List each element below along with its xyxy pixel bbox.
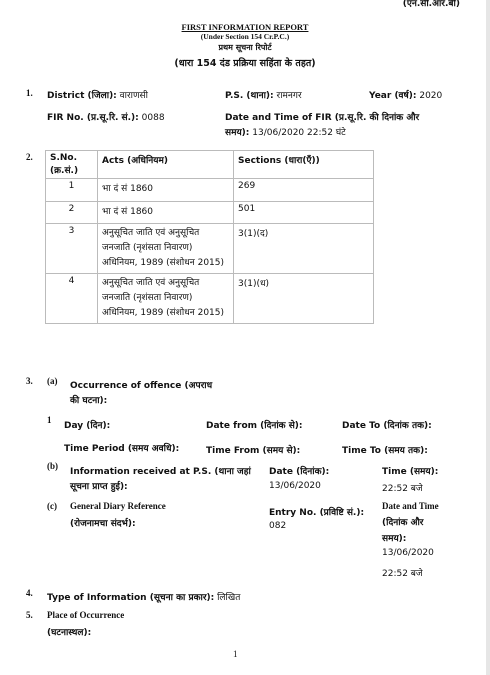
row-sno: 2 <box>46 202 98 224</box>
district-label: District (जिला): <box>47 91 117 101</box>
gd-date-value: 13/06/2020 <box>382 548 434 558</box>
row-sno: 3 <box>46 224 98 274</box>
page-number: 1 <box>233 649 238 659</box>
info-type-label: Type of Information (सूचना का प्रकार): <box>47 593 215 603</box>
report-title: FIRST INFORMATION REPORT <box>181 22 309 32</box>
section-2-number: 2. <box>26 152 33 162</box>
occurrence-label: Occurrence of offence (अपराध <box>70 381 213 391</box>
fir-datetime-field <box>225 125 346 138</box>
year-label: Year (वर्ष): <box>369 91 417 101</box>
row-act: भा दं सं 1860 <box>98 179 234 202</box>
section-1-number: 1. <box>26 88 33 98</box>
gd-datetime-label: Date and Time <box>382 501 439 511</box>
fir-datetime-label-2: समय): <box>225 128 250 138</box>
gd-datetime-label-3: समय): <box>382 534 407 544</box>
acts-table-header <box>46 151 374 179</box>
sno-header-label: S.No. <box>50 153 78 163</box>
section-4-number: 4. <box>26 588 33 598</box>
info-received-label-2: सूचना प्राप्त हुई): <box>70 482 128 492</box>
info-date-label: Date (दिनांक): <box>269 467 330 477</box>
ps-label: P.S. (थाना): <box>225 91 274 101</box>
sub-a-label: (a) <box>47 376 58 386</box>
fir-value: 0088 <box>141 113 165 123</box>
occurrence-index: 1 <box>47 415 52 425</box>
police-station-field <box>225 88 302 101</box>
gd-reference-label: General Diary Reference <box>70 501 166 511</box>
sub-b-label: (b) <box>47 461 58 471</box>
section-5-number: 5. <box>26 610 33 620</box>
info-time-label: Time (समय): <box>382 467 439 477</box>
time-to-label: Time To (समय तक): <box>342 446 428 456</box>
acts-table <box>45 150 374 324</box>
district-field <box>47 88 148 101</box>
gd-time-value: 22:52 बजे <box>382 569 423 579</box>
row-sno: 4 <box>46 274 98 324</box>
info-type-value: लिखित <box>217 593 241 603</box>
entry-number-value: 082 <box>269 521 287 531</box>
hindi-title: प्रथम सूचना रिपोर्ट <box>218 43 272 52</box>
acts-header: Acts (अधिनियम) <box>98 151 234 179</box>
fir-datetime-label: Date and Time of FIR (प्र.सू.रि. की दिनांक और <box>225 113 420 123</box>
report-subtitle: (Under Section 154 Cr.P.C.) <box>200 32 290 41</box>
district-value: वाराणसी <box>119 91 148 101</box>
sub-c-label: (c) <box>47 501 57 511</box>
row-section: 3(1)(ध) <box>234 274 374 324</box>
table-row <box>46 202 374 224</box>
fir-datetime-value: 13/06/2020 22:52 घंटे <box>252 128 346 138</box>
date-from-label: Date from (दिनांक से): <box>206 421 303 431</box>
row-act: अनुसूचित जाति एवं अनुसूचित जनजाति (नृशंसता निवारण) अधिनियम, 1989 (संशोधन 2015) <box>98 274 234 324</box>
row-section: 3(1)(द) <box>234 224 374 274</box>
place-of-occurrence-label-2: (घटनास्थल): <box>47 628 92 638</box>
top-cut-text: (एन.सी.आर.बी) <box>402 0 460 9</box>
occurrence-label-2: की घटना): <box>70 396 108 406</box>
table-row <box>46 224 374 274</box>
table-row <box>46 274 374 324</box>
fir-label: FIR No. (प्र.सू.रि. सं.): <box>47 113 139 123</box>
table-row <box>46 179 374 202</box>
sno-header-label-hindi: (क्र.सं.) <box>50 166 79 176</box>
day-label: Day (दिन): <box>64 421 111 431</box>
gd-datetime-label-2: (दिनांक और <box>382 518 424 528</box>
ps-value: रामनगर <box>276 91 302 101</box>
sections-header: Sections (धारा(एँ)) <box>234 151 374 179</box>
date-to-label: Date To (दिनांक तक): <box>342 421 432 431</box>
row-section: 269 <box>234 179 374 202</box>
info-date-value: 13/06/2020 <box>269 481 321 491</box>
section-3-number: 3. <box>26 376 33 386</box>
fir-number-field <box>47 110 165 123</box>
row-sno: 1 <box>46 179 98 202</box>
sno-header <box>46 151 98 179</box>
info-type-field <box>47 590 240 603</box>
hindi-subtitle: (धारा 154 दंड प्रक्रिया सहिंता के तहत) <box>174 58 316 69</box>
row-act: अनुसूचित जाति एवं अनुसूचित जनजाति (नृशंसता निवारण) अधिनियम, 1989 (संशोधन 2015) <box>98 224 234 274</box>
time-period-label: Time Period (समय अवधि): <box>64 444 180 454</box>
place-of-occurrence-label: Place of Occurrence <box>47 610 125 620</box>
entry-number-label: Entry No. (प्रविष्टि सं.): <box>269 508 365 518</box>
year-field <box>369 88 442 101</box>
info-received-label: Information received at P.S. (थाना जहां <box>70 467 251 477</box>
year-value: 2020 <box>419 91 443 101</box>
time-from-label: Time From (समय से): <box>206 446 301 456</box>
scan-edge <box>486 0 490 675</box>
row-act: भा दं सं 1860 <box>98 202 234 224</box>
gd-reference-label-2: (रोजनामचा संदर्भ): <box>70 519 136 529</box>
info-time-value: 22:52 बजे <box>382 484 423 494</box>
row-section: 501 <box>234 202 374 224</box>
